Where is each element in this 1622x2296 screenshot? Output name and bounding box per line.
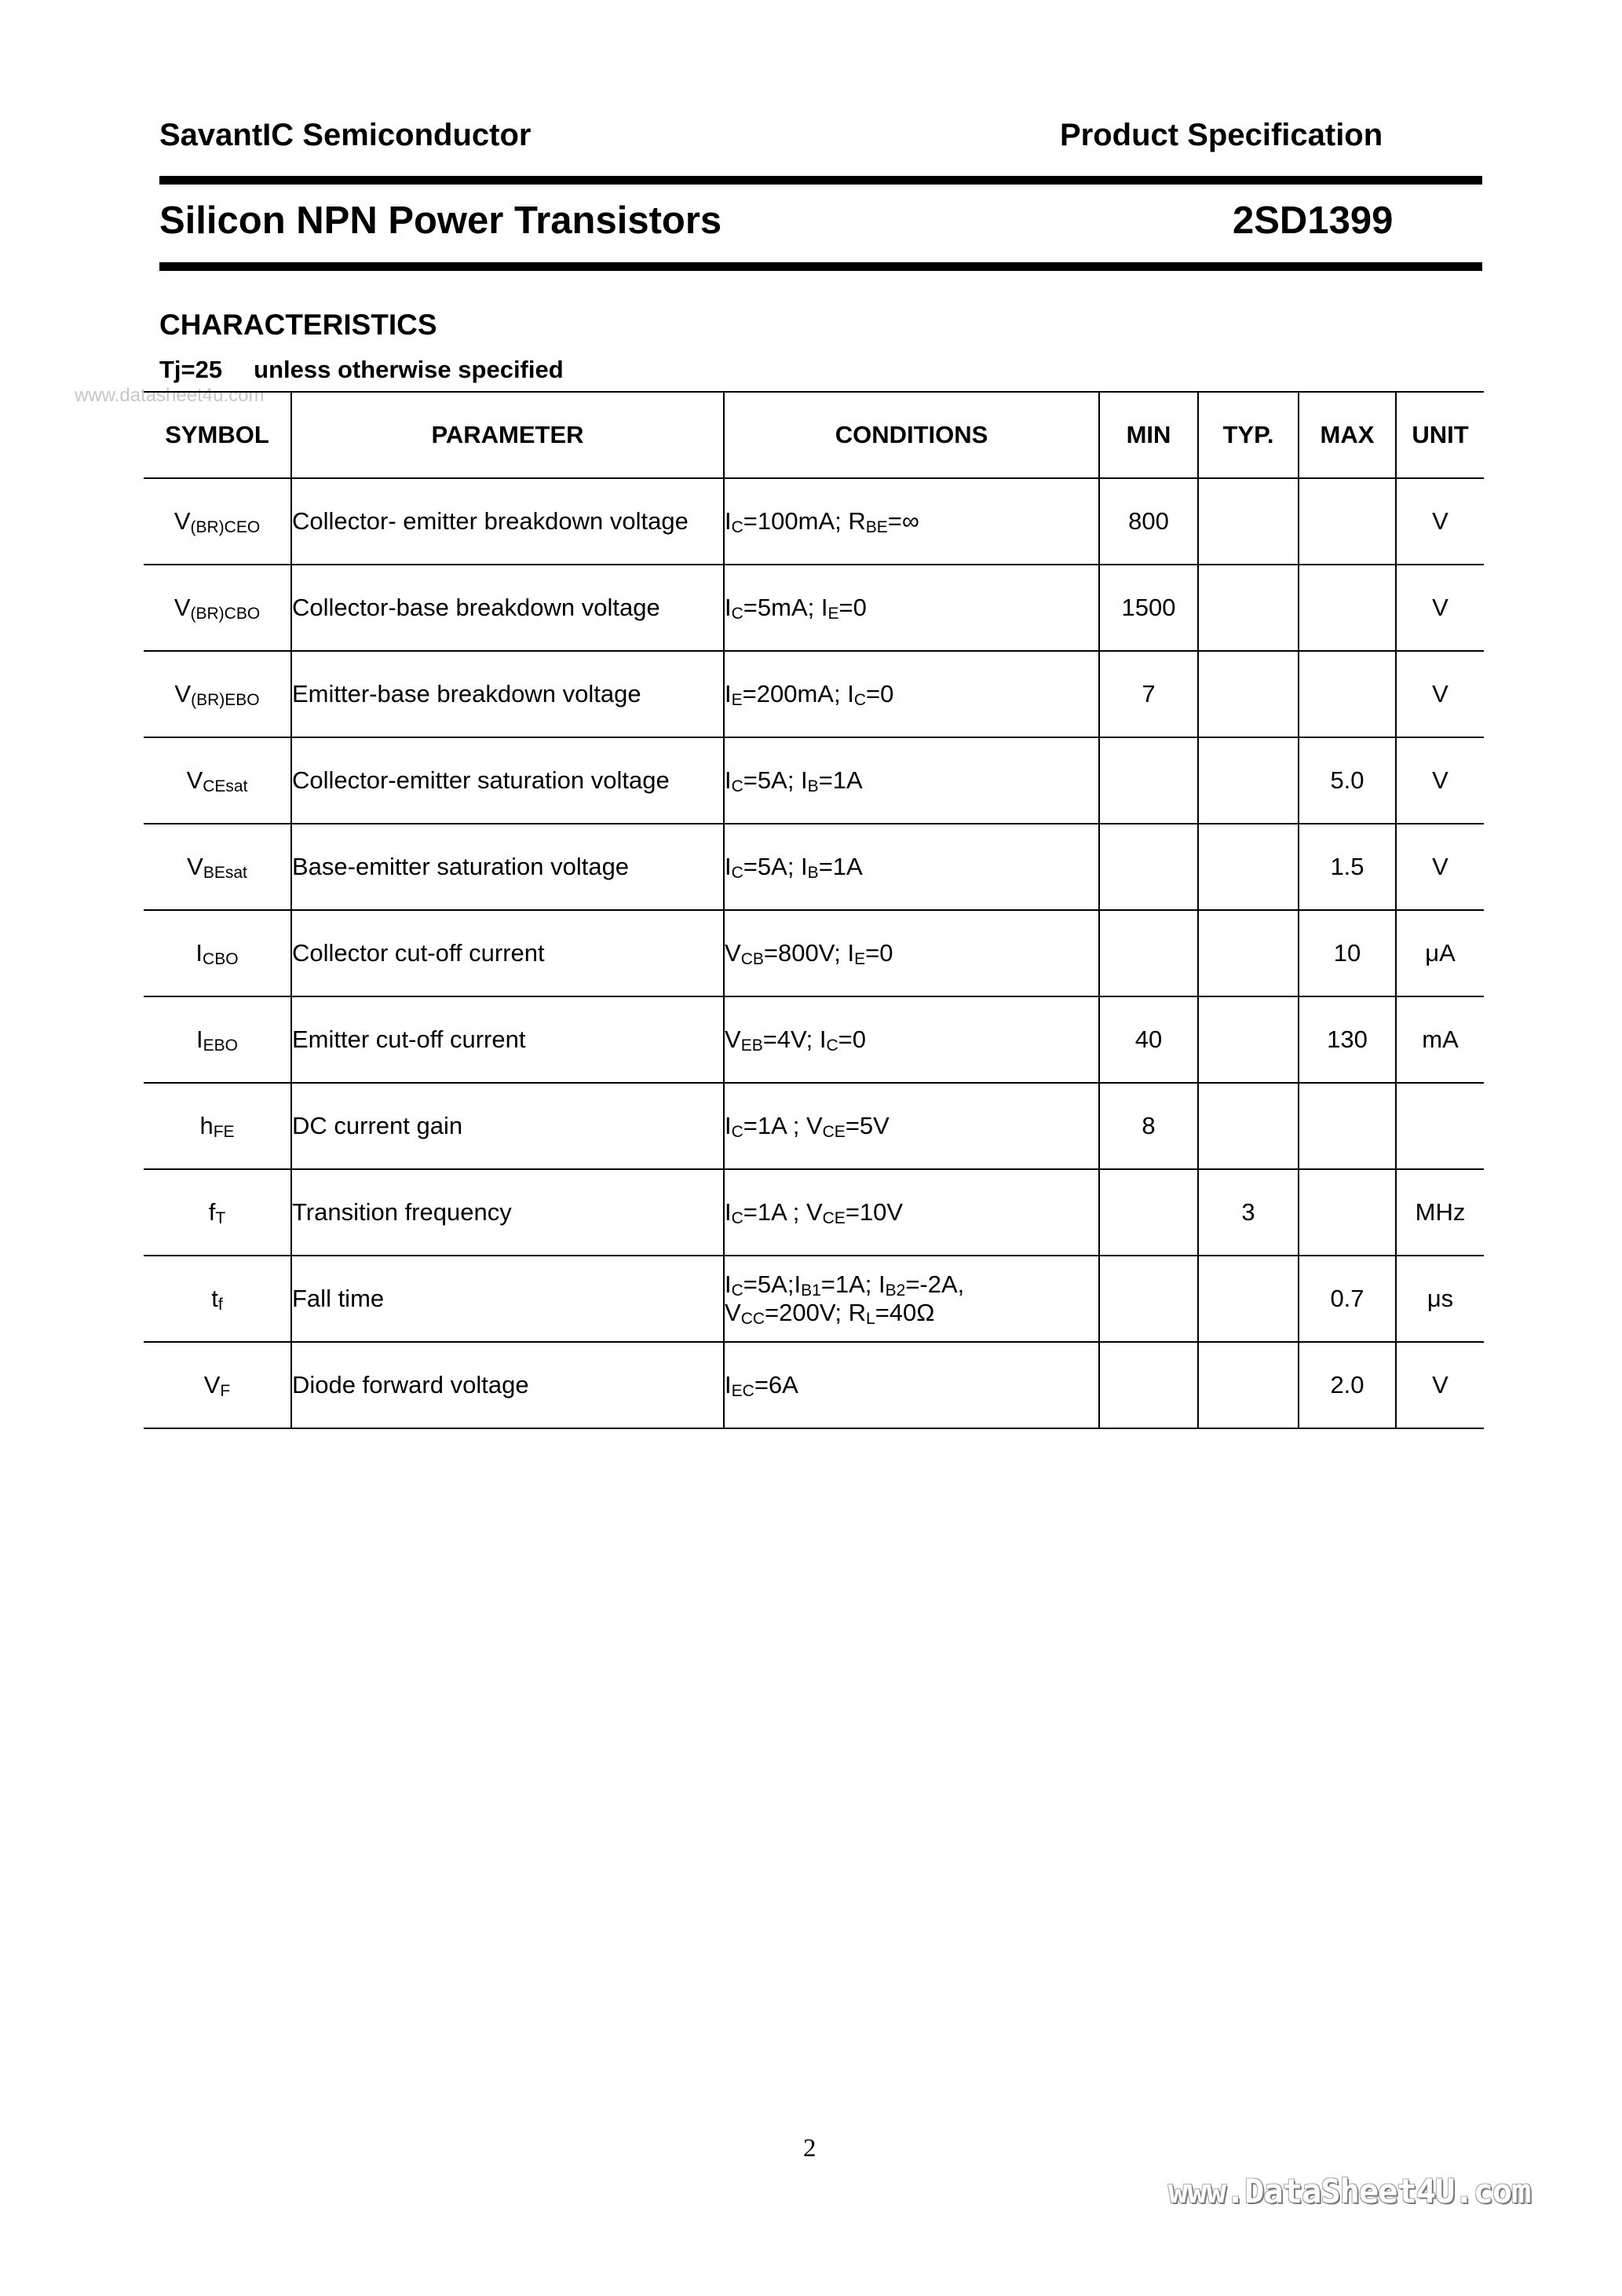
- test-condition: [159, 356, 564, 384]
- unit-cell: V: [1396, 478, 1484, 565]
- cond-subscript: B2: [885, 1281, 906, 1300]
- cond-var: V: [806, 1112, 823, 1139]
- cond-var: R: [848, 1299, 866, 1326]
- unit-cell: [1396, 1083, 1484, 1169]
- table-row: [144, 651, 1484, 737]
- col-typ: TYP.: [1198, 392, 1299, 478]
- cond-value: =1A: [818, 766, 863, 794]
- cond-value: =5A;: [743, 1270, 795, 1298]
- cond-subscript: L: [866, 1310, 875, 1328]
- conditions-line: [725, 1371, 1098, 1399]
- table-row: [144, 1169, 1484, 1256]
- typ-cell: [1198, 737, 1299, 824]
- cond-var: I: [801, 766, 808, 794]
- conditions-line: [725, 1270, 1098, 1299]
- conditions-line: [725, 766, 1098, 795]
- page-number: 2: [803, 2134, 816, 2163]
- cond-value: =1A ;: [743, 1112, 806, 1139]
- min-cell: 8: [1099, 1083, 1198, 1169]
- cond-var: V: [806, 1198, 823, 1226]
- max-cell: [1299, 478, 1396, 565]
- symbol-cell: [144, 1169, 291, 1256]
- max-cell: [1299, 565, 1396, 651]
- cond-subscript: CE: [822, 1209, 846, 1227]
- conditions-line: [725, 1026, 1098, 1054]
- cond-subscript: C: [731, 518, 743, 536]
- symbol-cell: [144, 565, 291, 651]
- symbol-subscript: (BR)EBO: [191, 691, 260, 709]
- conditions-cell: [724, 478, 1099, 565]
- cond-value: =0: [866, 680, 894, 707]
- symbol-main: f: [208, 1198, 216, 1226]
- cond-var: I: [725, 594, 732, 621]
- min-cell: 40: [1099, 996, 1198, 1083]
- parameter-cell: Emitter-base breakdown voltage: [291, 651, 724, 737]
- col-conditions: CONDITIONS: [724, 392, 1099, 478]
- symbol-main: V: [187, 853, 203, 880]
- table-row: [144, 824, 1484, 910]
- conditions-line: [725, 507, 1098, 536]
- table-row: [144, 1256, 1484, 1342]
- cond-value: =5A;: [743, 853, 802, 880]
- cond-value: =0: [838, 594, 867, 621]
- cond-subscript: BE: [865, 518, 888, 536]
- conditions-cell: [724, 737, 1099, 824]
- unit-cell: μA: [1396, 910, 1484, 996]
- max-cell: 10: [1299, 910, 1396, 996]
- table-row: [144, 1083, 1484, 1169]
- table-row: [144, 910, 1484, 996]
- cond-value: =6A: [754, 1371, 798, 1398]
- cond-value: =1A ;: [743, 1198, 806, 1226]
- max-cell: 130: [1299, 996, 1396, 1083]
- symbol-cell: [144, 996, 291, 1083]
- max-cell: 1.5: [1299, 824, 1396, 910]
- cond-subscript: C: [731, 1209, 743, 1227]
- max-cell: [1299, 1083, 1396, 1169]
- max-cell: [1299, 651, 1396, 737]
- cond-var: I: [819, 1026, 827, 1053]
- conditions-cell: [724, 651, 1099, 737]
- max-cell: [1299, 1169, 1396, 1256]
- symbol-main: t: [211, 1285, 218, 1312]
- symbol-subscript: BEsat: [203, 864, 247, 882]
- cond-subscript: C: [731, 605, 743, 623]
- max-cell: 0.7: [1299, 1256, 1396, 1342]
- typ-cell: 3: [1198, 1169, 1299, 1256]
- symbol-main: V: [174, 680, 192, 707]
- cond-subscript: CE: [822, 1123, 846, 1141]
- cond-var: I: [725, 1270, 732, 1298]
- cond-value: =0: [838, 1026, 866, 1053]
- parameter-cell: DC current gain: [291, 1083, 724, 1169]
- cond-value: =800V;: [763, 939, 848, 967]
- conditions-line-2: [725, 1299, 1098, 1327]
- symbol-cell: [144, 651, 291, 737]
- cond-value: =4V;: [762, 1026, 820, 1053]
- cond-subscript: B: [807, 777, 819, 795]
- page-title: Silicon NPN Power Transistors: [159, 199, 722, 242]
- col-unit: UNIT: [1396, 392, 1484, 478]
- conditions-cell: [724, 910, 1099, 996]
- cond-value: =5A;: [743, 766, 802, 794]
- cond-var: I: [725, 1198, 732, 1226]
- cond-var: I: [847, 680, 854, 707]
- conditions-cell: [724, 996, 1099, 1083]
- conditions-cell: [724, 1083, 1099, 1169]
- parameter-cell: Collector-base breakdown voltage: [291, 565, 724, 651]
- cond-value: =-2A,: [905, 1270, 965, 1298]
- cond-subscript: B: [807, 864, 819, 882]
- parameter-cell: Diode forward voltage: [291, 1342, 724, 1428]
- min-cell: [1099, 1256, 1198, 1342]
- cond-subscript: CC: [740, 1310, 765, 1328]
- cond-subscript: E: [854, 950, 866, 968]
- cond-value: =200mA;: [742, 680, 848, 707]
- min-cell: 1500: [1099, 565, 1198, 651]
- max-cell: 2.0: [1299, 1342, 1396, 1428]
- conditions-line: [725, 939, 1098, 967]
- cond-subscript: CB: [740, 950, 764, 968]
- symbol-main: V: [203, 1371, 221, 1398]
- unit-cell: V: [1396, 565, 1484, 651]
- cond-var: I: [725, 853, 732, 880]
- min-cell: 800: [1099, 478, 1198, 565]
- cond-var: I: [725, 680, 732, 707]
- symbol-cell: [144, 1083, 291, 1169]
- cond-value: =5mA;: [743, 594, 821, 621]
- typ-cell: [1198, 1256, 1299, 1342]
- cond-var: I: [725, 766, 732, 794]
- cond-value: =5V: [845, 1112, 890, 1139]
- parameter-cell: Transition frequency: [291, 1169, 724, 1256]
- min-cell: [1099, 1342, 1198, 1428]
- parameter-cell: Fall time: [291, 1256, 724, 1342]
- min-cell: [1099, 910, 1198, 996]
- table-row: [144, 565, 1484, 651]
- symbol-subscript: f: [217, 1296, 223, 1314]
- cond-subscript: C: [731, 864, 743, 882]
- parameter-cell: Collector cut-off current: [291, 910, 724, 996]
- conditions-line: [725, 680, 1098, 708]
- unit-cell: μs: [1396, 1256, 1484, 1342]
- doc-type: Product Specification: [1060, 118, 1383, 152]
- watermark-top: www.datasheet4u.com: [75, 385, 265, 406]
- symbol-main: h: [199, 1112, 214, 1139]
- symbol-main: V: [174, 507, 191, 535]
- cond-var: R: [848, 507, 866, 535]
- cond-value: =40Ω: [875, 1299, 935, 1326]
- conditions-cell: [724, 1342, 1099, 1428]
- symbol-main: V: [174, 594, 191, 621]
- symbol-cell: [144, 737, 291, 824]
- cond-value: =0: [865, 939, 893, 967]
- symbol-subscript: EBO: [203, 1036, 238, 1055]
- cond-subscript: E: [827, 605, 839, 623]
- watermark-bottom: www.DataSheet4U.com: [1168, 2172, 1531, 2210]
- cond-var: I: [820, 594, 828, 621]
- table-header-row: [144, 392, 1484, 478]
- table-row: [144, 478, 1484, 565]
- symbol-cell: [144, 910, 291, 996]
- cond-var: V: [725, 939, 741, 967]
- conditions-line: [725, 1112, 1098, 1140]
- col-max: MAX: [1299, 392, 1396, 478]
- unit-cell: V: [1396, 737, 1484, 824]
- cond-subscript: E: [731, 691, 743, 709]
- unit-cell: mA: [1396, 996, 1484, 1083]
- parameter-cell: Collector- emitter breakdown voltage: [291, 478, 724, 565]
- conditions-cell: [724, 565, 1099, 651]
- company-name: SavantIC Semiconductor: [159, 118, 532, 152]
- cond-subscript: C: [731, 777, 743, 795]
- cond-value: =1A;: [820, 1270, 879, 1298]
- max-cell: 5.0: [1299, 737, 1396, 824]
- typ-cell: [1198, 478, 1299, 565]
- symbol-subscript: CEsat: [203, 777, 248, 795]
- cond-subscript: B1: [801, 1281, 821, 1300]
- cond-value: =10V: [845, 1198, 904, 1226]
- symbol-subscript: CBO: [203, 950, 239, 968]
- typ-cell: [1198, 996, 1299, 1083]
- cond-var: I: [794, 1270, 802, 1298]
- table-row: [144, 737, 1484, 824]
- symbol-cell: [144, 478, 291, 565]
- conditions-cell: [724, 1256, 1099, 1342]
- cond-value: =100mA;: [743, 507, 849, 535]
- col-symbol: SYMBOL: [144, 392, 291, 478]
- cond-value: =∞: [887, 507, 919, 535]
- unit-cell: V: [1396, 651, 1484, 737]
- cond-var: I: [879, 1270, 886, 1298]
- table-row: [144, 1342, 1484, 1428]
- cond-value: =200V;: [765, 1299, 849, 1326]
- table-row: [144, 996, 1484, 1083]
- unit-cell: V: [1396, 1342, 1484, 1428]
- symbol-cell: [144, 824, 291, 910]
- part-number: 2SD1399: [1233, 199, 1394, 242]
- cond-subscript: C: [731, 1123, 743, 1141]
- conditions-line: [725, 853, 1098, 881]
- header-rule-bottom: [159, 262, 1482, 271]
- min-cell: [1099, 824, 1198, 910]
- symbol-main: I: [196, 1026, 203, 1053]
- min-cell: [1099, 737, 1198, 824]
- section-title: CHARACTERISTICS: [159, 309, 437, 341]
- cond-var: I: [847, 939, 855, 967]
- cond-var: V: [725, 1299, 741, 1326]
- unit-cell: V: [1396, 824, 1484, 910]
- min-cell: 7: [1099, 651, 1198, 737]
- condition-note: unless otherwise specified: [254, 356, 564, 383]
- typ-cell: [1198, 910, 1299, 996]
- typ-cell: [1198, 824, 1299, 910]
- cond-var: I: [725, 507, 732, 535]
- symbol-subscript: T: [215, 1209, 226, 1227]
- cond-value: =1A: [818, 853, 863, 880]
- unit-cell: MHz: [1396, 1169, 1484, 1256]
- cond-subscript: C: [826, 1036, 838, 1055]
- conditions-cell: [724, 1169, 1099, 1256]
- symbol-subscript: F: [220, 1382, 231, 1400]
- typ-cell: [1198, 1083, 1299, 1169]
- cond-subscript: C: [731, 1281, 743, 1300]
- characteristics-table: [144, 391, 1484, 1429]
- symbol-cell: [144, 1256, 291, 1342]
- cond-subscript: C: [853, 691, 866, 709]
- condition-temp: Tj=25: [159, 356, 223, 383]
- conditions-cell: [724, 824, 1099, 910]
- conditions-line: [725, 1198, 1098, 1227]
- cond-var: V: [725, 1026, 741, 1053]
- col-min: MIN: [1099, 392, 1198, 478]
- symbol-main: I: [195, 939, 203, 967]
- header-rule-top: [159, 176, 1482, 185]
- typ-cell: [1198, 1342, 1299, 1428]
- symbol-subscript: (BR)CEO: [190, 518, 261, 536]
- col-parameter: PARAMETER: [291, 392, 724, 478]
- typ-cell: [1198, 565, 1299, 651]
- symbol-subscript: FE: [213, 1123, 235, 1141]
- cond-var: I: [801, 853, 808, 880]
- cond-subscript: EB: [740, 1036, 763, 1055]
- min-cell: [1099, 1169, 1198, 1256]
- symbol-cell: [144, 1342, 291, 1428]
- parameter-cell: Base-emitter saturation voltage: [291, 824, 724, 910]
- symbol-subscript: (BR)CBO: [190, 605, 261, 623]
- parameter-cell: Collector-emitter saturation voltage: [291, 737, 724, 824]
- cond-var: I: [725, 1112, 732, 1139]
- typ-cell: [1198, 651, 1299, 737]
- cond-var: I: [725, 1371, 732, 1398]
- conditions-line: [725, 594, 1098, 622]
- parameter-cell: Emitter cut-off current: [291, 996, 724, 1083]
- symbol-main: V: [186, 766, 203, 794]
- cond-subscript: EC: [731, 1382, 754, 1400]
